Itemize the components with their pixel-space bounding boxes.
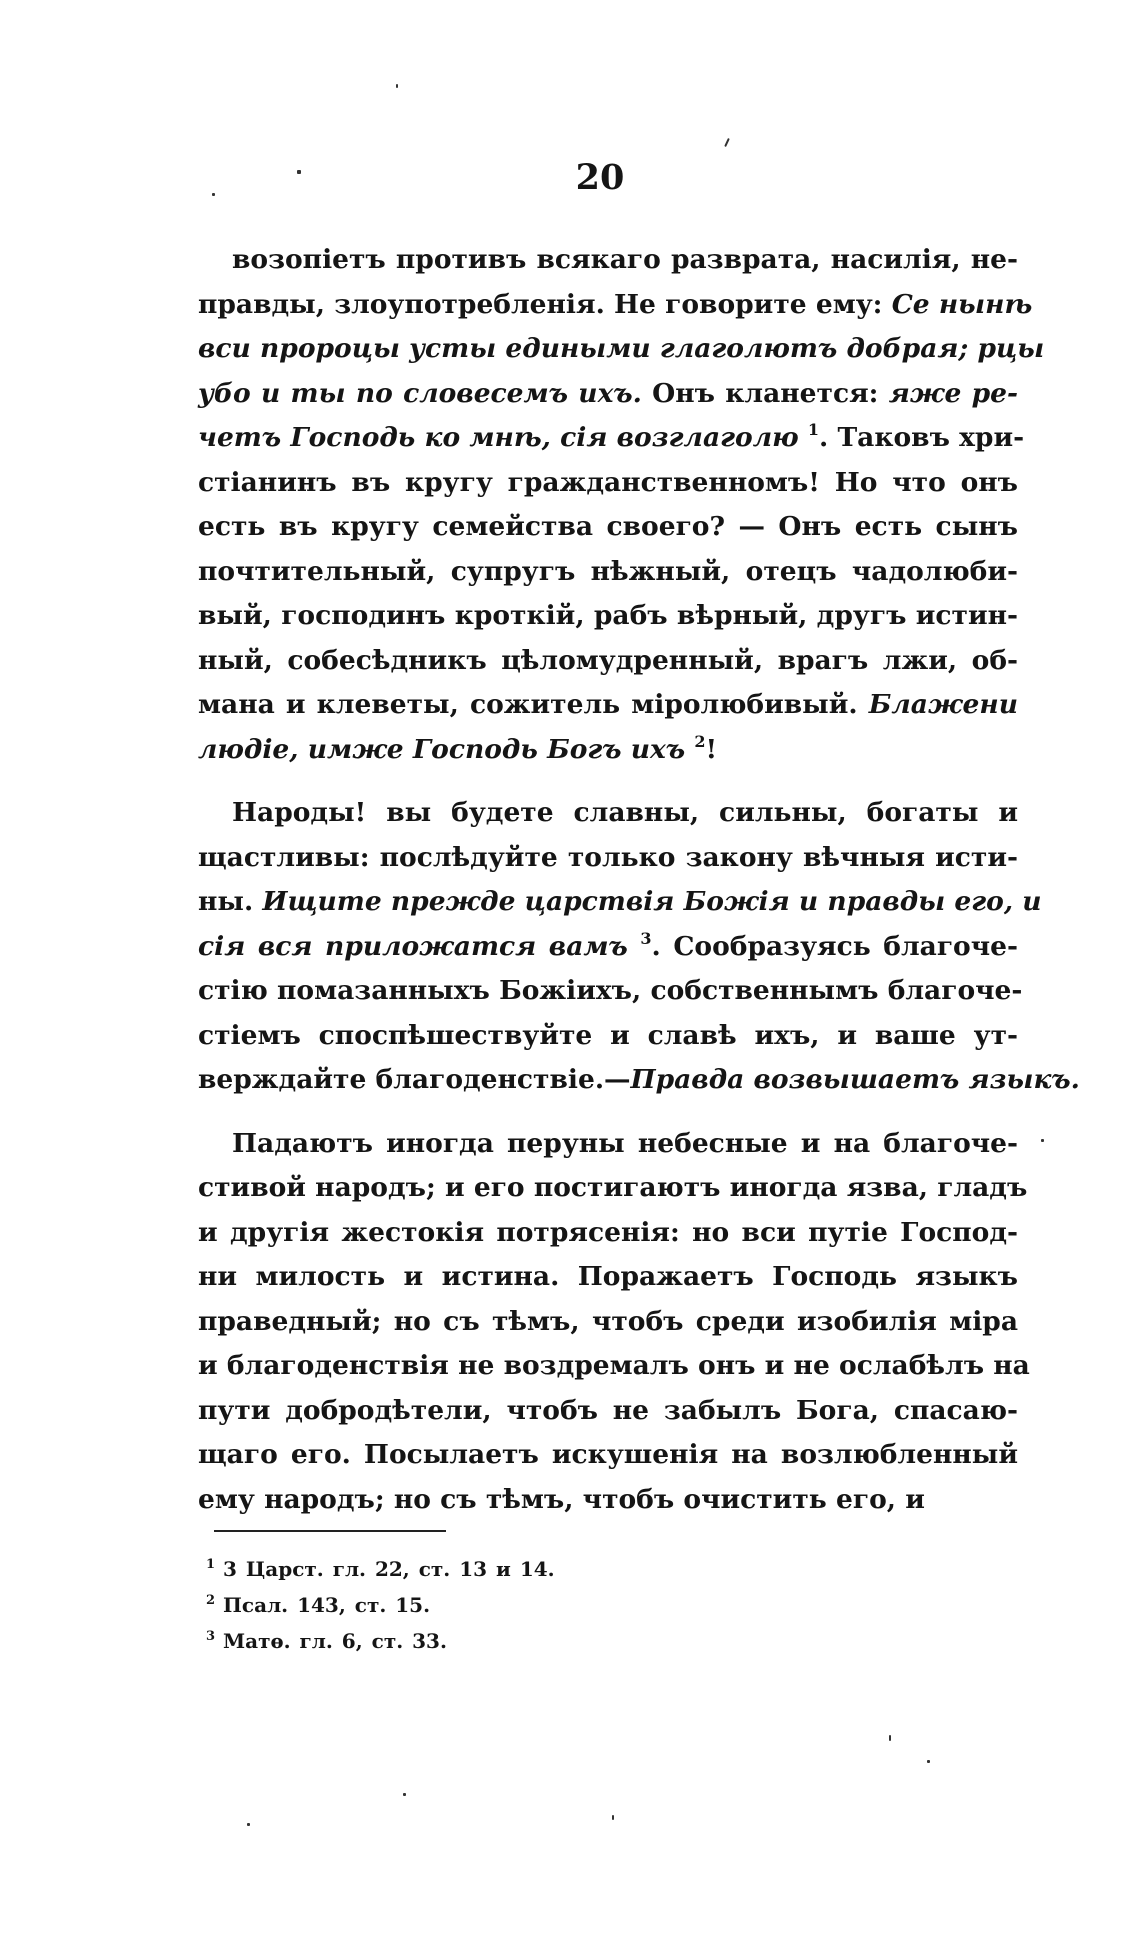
text-line — [198, 1255, 1018, 1300]
text-segment: ! — [705, 733, 718, 765]
text-line — [198, 1058, 1080, 1103]
text-line — [198, 1211, 1018, 1256]
body-text — [198, 238, 1080, 1522]
text-line — [198, 327, 1045, 372]
text-line — [198, 1433, 1018, 1478]
text-segment: вый, господинъ кроткій, рабъ вѣрный, другъ истин- — [198, 600, 1018, 631]
scripture-quote: Ищите прежде царствія Божія и правды его, и — [262, 886, 1042, 917]
scripture-quote: людіе, имже Господь Богъ ихъ — [198, 733, 686, 765]
text-segment: . Сообразуясь благоче- — [651, 930, 1018, 962]
text-segment: верждайте благоденствіе.— — [198, 1064, 631, 1095]
scan-speck — [247, 1823, 250, 1826]
scan-speck — [889, 1735, 891, 1741]
text-segment: правды, злоупотребленія. Не говорите ему: — [198, 288, 892, 320]
scan-speck — [1041, 1139, 1044, 1142]
footnote-text: Матѳ. гл. 6, ст. 33. — [223, 1629, 447, 1653]
text-segment: ему народъ; но съ тѣмъ, чтобъ очистить его, и — [198, 1483, 925, 1515]
text-line — [198, 461, 1018, 506]
scripture-quote: Правда возвышаетъ языкъ. — [630, 1064, 1080, 1095]
text-line — [198, 1389, 1018, 1434]
text-segment: стіемъ споспѣшествуйте и славѣ ихъ, и ваше ут- — [198, 1019, 1018, 1051]
text-segment: стіанинъ въ кругу гражданственномъ! Но что онъ — [198, 466, 1018, 498]
text-line — [198, 594, 1018, 639]
scan-speck — [403, 1793, 406, 1796]
text-line — [198, 505, 1018, 550]
text-line — [198, 550, 1018, 595]
text-segment: и благоденствія не воздремалъ онъ и не ослабѣлъ на — [198, 1350, 1030, 1381]
text-segment: мана и клеветы, сожитель міролюбивый. — [198, 689, 869, 720]
text-line — [198, 925, 1018, 970]
scan-speck — [724, 138, 730, 147]
scripture-quote: убо и ты по словесемъ ихъ. — [198, 377, 642, 409]
footnote-mark: 3 — [206, 1629, 216, 1644]
text-line — [198, 1478, 1018, 1523]
footnote-text: Псал. 143, ст. 15. — [223, 1593, 431, 1617]
text-line — [198, 416, 1025, 461]
scripture-quote: сія вся приложатся вамъ — [198, 930, 628, 962]
footnote — [206, 1587, 906, 1623]
text-line — [198, 791, 1018, 836]
footnote-text: 3 Царст. гл. 22, ст. 13 и 14. — [223, 1557, 555, 1581]
text-segment: щастливы: послѣдуйте только закону вѣчныя исти- — [198, 841, 1018, 873]
text-line — [198, 683, 1018, 728]
scan-speck — [612, 1815, 614, 1820]
footnotes — [206, 1551, 906, 1659]
footnote-divider — [214, 1530, 446, 1532]
footnote-reference: 2 — [694, 731, 706, 751]
scripture-quote: яже ре- — [888, 377, 1018, 409]
text-segment: ный, собесѣдникъ цѣломудренный, врагъ лжи, об- — [198, 644, 1018, 676]
text-segment: пути добродѣтели, чтобъ не забылъ Бога, спасаю- — [198, 1394, 1018, 1426]
scripture-quote: вси пророцы усты едиными глаголютъ добрая; рцы — [198, 333, 1045, 364]
text-segment: Народы! вы будете славны, сильны, богаты и — [232, 797, 1018, 828]
text-line — [198, 283, 1033, 328]
text-line — [198, 880, 1042, 925]
text-segment — [799, 422, 808, 453]
text-segment: почтительный, супругъ нѣжный, отецъ чадолюби- — [198, 555, 1018, 587]
footnote-reference: 1 — [807, 420, 820, 439]
text-line — [198, 728, 1018, 773]
text-line — [198, 1014, 1018, 1059]
text-segment: стію помазанныхъ Божіихъ, собственнымъ благоче- — [198, 975, 1023, 1006]
text-segment: есть въ кругу семейства своего? — Онъ есть сынъ — [198, 511, 1018, 542]
text-segment — [628, 931, 641, 962]
text-line — [198, 1344, 1030, 1389]
text-segment: . Таковъ хри- — [819, 422, 1025, 453]
text-segment: щаго его. Посылаетъ искушенія на возлюбленный — [198, 1439, 1018, 1470]
text-segment: стивой народъ; и его постигаютъ иногда язва, гладъ — [198, 1172, 1028, 1203]
scan-speck — [396, 84, 398, 88]
text-segment: и другія жестокія потрясенія: но вси путіе Господ- — [198, 1216, 1018, 1248]
scripture-quote: четъ Господь ко мнѣ, сія возглаголю — [198, 422, 799, 453]
text-line — [198, 372, 1018, 417]
text-line — [198, 969, 1023, 1014]
text-segment — [685, 734, 694, 765]
text-line — [198, 1166, 1028, 1211]
text-segment: Падаютъ иногда перуны небесные и на благоче- — [232, 1127, 1018, 1159]
footnote-mark: 1 — [206, 1557, 216, 1572]
page-number: 20 — [575, 157, 625, 198]
scan-speck — [212, 193, 215, 196]
text-line — [198, 639, 1018, 684]
scripture-quote: Се нынѣ — [891, 288, 1033, 320]
text-segment: Онъ кланется: — [641, 377, 889, 409]
scan-speck — [297, 170, 301, 174]
scan-speck — [927, 1760, 930, 1763]
footnote — [206, 1551, 906, 1587]
text-line — [198, 238, 1018, 283]
text-line — [198, 836, 1018, 881]
footnote-mark: 2 — [206, 1593, 216, 1608]
footnote — [206, 1623, 906, 1659]
text-line — [198, 1122, 1018, 1167]
text-line — [198, 1300, 1018, 1345]
footnote-reference: 3 — [640, 928, 652, 948]
text-segment: праведный; но съ тѣмъ, чтобъ среди изобилія міра — [198, 1305, 1018, 1337]
text-segment: ни милость и истина. Поражаетъ Господь языкъ — [198, 1261, 1018, 1292]
text-segment: ны. — [198, 886, 263, 917]
text-segment: возопіетъ противъ всякаго разврата, насилія, не- — [232, 244, 1018, 275]
scripture-quote: Блажени — [868, 689, 1018, 720]
